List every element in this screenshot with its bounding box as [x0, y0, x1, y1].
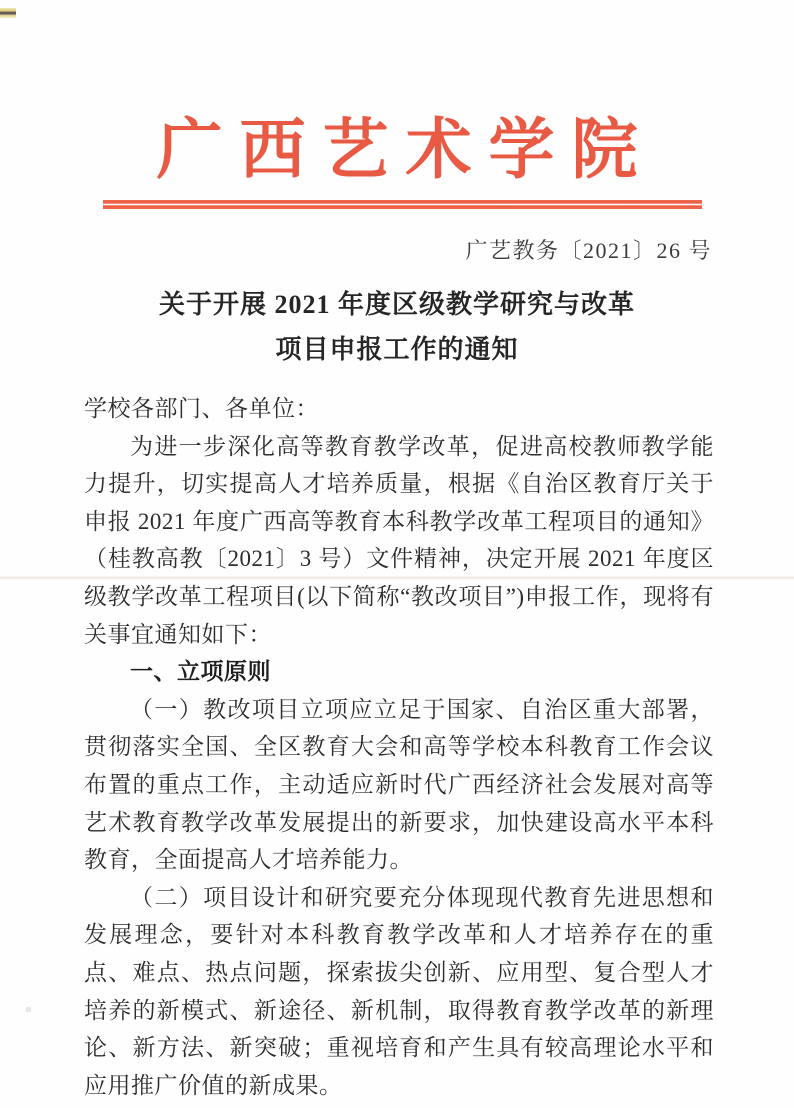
- document-title-line1: 关于开展 2021 年度区级教学研究与改革: [158, 290, 635, 319]
- salutation: 学校各部门、各单位：: [84, 396, 319, 421]
- document-title: [0, 282, 794, 372]
- section1-heading: 一、立项原则: [130, 659, 271, 685]
- scan-artifact-dot: [26, 1007, 31, 1012]
- item2-paragraph: （二）项目设计和研究要充分体现现代教育先进思想和发展理念，要针对本科教育教学改革和人才培养存在的重点、难点、热点问题，探索拔尖创新、应用型、复合型人才培养的新模式、新途径、新机制，取得教育教学改革的新理论、新方法、新突破；重视培育和产生具有较高理论水平和应用推广价值的新成果。: [84, 884, 714, 1098]
- letterhead-title: 广西艺术学院: [156, 114, 655, 187]
- letterhead-rule: [103, 200, 702, 209]
- document-number: 广艺教务〔2021〕26 号: [465, 238, 712, 263]
- item1-paragraph: （一）教改项目立项应立足于国家、自治区重大部署，贯彻落实全国、全区教育大会和高等学校本科教育工作会议布置的重点工作，主动适应新时代广西经济社会发展对高等艺术教育教学改革发展提出的新要求，加快建设高水平本科教育，全面提高人才培养能力。: [84, 696, 714, 873]
- document-title-line2: 项目申报工作的通知: [275, 335, 519, 364]
- document-body: [84, 390, 714, 1104]
- scan-artifact-top-left: [0, 8, 16, 18]
- intro-paragraph: 为进一步深化高等教育教学改革，促进高校教师教学能力提升，切实提高人才培养质量，根据《自治区教育厅关于申报 2021 年度广西高等教育本科教学改革工程项目的通知》（桂教高教〔2021〕3 号）文件精神，决定开展 2021 年度区级教学改革工程项目(以下简称“教改项目”)申报工作，现将有关事宜通知如下：: [84, 433, 714, 647]
